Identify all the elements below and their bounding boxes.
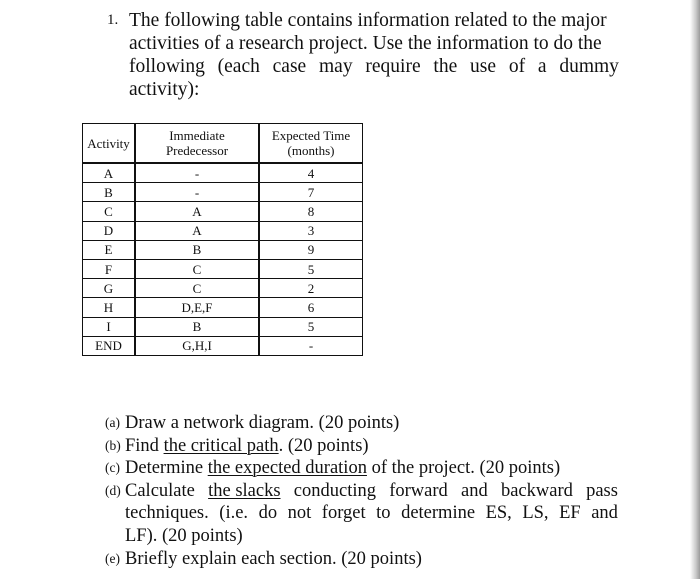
page-edge-shadow (690, 0, 700, 579)
part-d-text: Calculate the slacks conducting forward and backward pass (125, 480, 618, 501)
predecessor-cell: A (135, 202, 259, 221)
expected-time-cell: 9 (259, 240, 363, 259)
part-a: (a) Draw a network diagram. (20 points) (105, 413, 400, 433)
activity-cell: D (83, 221, 136, 240)
expected-time-cell: 5 (259, 317, 363, 336)
question-word: the (433, 56, 458, 77)
predecessor-cell: - (135, 183, 259, 202)
table-body (83, 163, 363, 355)
part-d-line-2: techniques. (i.e. do not forget to determine ES, LS, EF and (125, 503, 618, 524)
activity-cell: B (83, 183, 136, 202)
expected-time-cell: 7 (259, 183, 363, 202)
question-word: use (470, 56, 497, 77)
table-row (83, 317, 363, 336)
question-word: a (537, 56, 547, 77)
part-b-label: (b) (105, 437, 121, 453)
expected-time-cell: 5 (259, 259, 363, 278)
activity-cell: I (83, 317, 136, 336)
table-row (83, 183, 363, 202)
activity-table (82, 123, 363, 356)
activity-cell: F (83, 259, 136, 278)
table-row (83, 298, 363, 317)
part-d-line-3: LF). (20 points) (125, 525, 243, 546)
question-line-3 (107, 55, 619, 78)
part-e: (e) Briefly explain each section. (20 points) (105, 548, 422, 569)
activity-cell: C (83, 202, 136, 221)
task-parts (105, 412, 618, 570)
question-line-1: 1. The following table contains information related to the major (107, 10, 607, 31)
table-header-row (83, 124, 363, 164)
table-row (83, 163, 363, 183)
expected-time-cell: 6 (259, 298, 363, 317)
part-e-label: (e) (105, 550, 120, 566)
activity-cell: END (83, 336, 136, 355)
question-word: case (272, 56, 307, 77)
table-row (83, 202, 363, 221)
part-b: (b) Find the critical path . (20 points) (105, 435, 369, 456)
table-row (83, 221, 363, 240)
activity-cell: A (83, 163, 136, 183)
expected-time-cell: 2 (259, 279, 363, 298)
predecessor-cell: B (135, 317, 259, 336)
part-c: (c) Determine the expected duration of the project. (20 points) (105, 458, 561, 479)
table-row (83, 240, 363, 259)
expected-time-cell: 3 (259, 221, 363, 240)
question-word: (each (217, 56, 260, 77)
critical-path-underlined: the critical path (163, 435, 279, 456)
predecessor-cell: G,H,I (135, 336, 259, 355)
predecessor-cell: D,E,F (135, 298, 259, 317)
header-expected-time: Expected Time (months) (259, 124, 363, 164)
question-word: dummy (559, 56, 619, 77)
part-d (105, 480, 618, 503)
activity-cell: E (83, 240, 136, 259)
question-text (107, 9, 619, 101)
question-word: following (129, 56, 205, 77)
slacks-underlined: the slacks (208, 480, 281, 501)
question-word: of (508, 56, 526, 77)
predecessor-cell: C (135, 279, 259, 298)
question-word: require (365, 56, 421, 77)
table-row (83, 259, 363, 278)
expected-time-cell: 4 (259, 163, 363, 183)
expected-duration-underlined: the expected duration (207, 458, 367, 479)
activity-cell: G (83, 279, 136, 298)
question-line-4: activity): (129, 79, 200, 100)
expected-time-cell: - (259, 336, 363, 355)
part-a-label: (a) (105, 415, 120, 430)
predecessor-cell: A (135, 221, 259, 240)
question-line-2: activities of a research project. Use the information to do the (129, 33, 602, 54)
predecessor-cell: - (135, 163, 259, 183)
part-d-label: (d) (105, 482, 121, 498)
predecessor-cell: C (135, 259, 259, 278)
table-row (83, 279, 363, 298)
table-row (83, 336, 363, 355)
expected-time-cell: 8 (259, 202, 363, 221)
header-predecessor: Immediate Predecessor (135, 124, 259, 164)
question-number: 1. (107, 12, 119, 28)
predecessor-cell: B (135, 240, 259, 259)
header-activity: Activity (83, 124, 136, 164)
question-word: may (319, 56, 353, 77)
activity-cell: H (83, 298, 136, 317)
part-c-label: (c) (105, 460, 120, 476)
